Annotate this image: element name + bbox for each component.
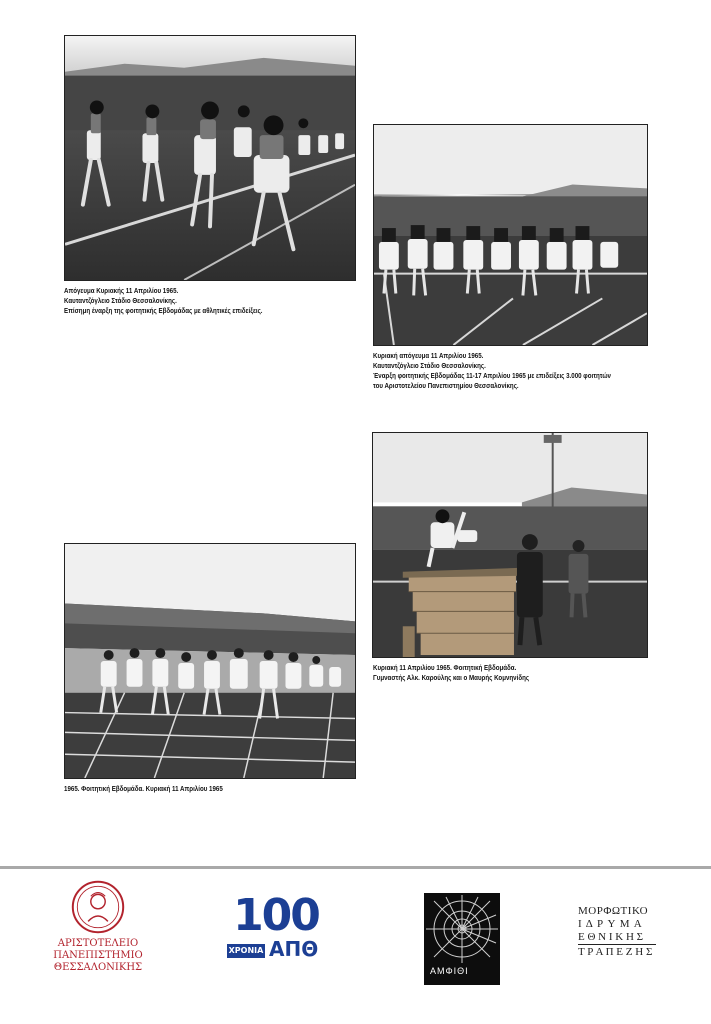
caption-line: Γυμναστής Αλκ. Καρούλης και ο Μαυρής Κομνηνίδης (373, 673, 530, 682)
miet-logo (578, 905, 660, 961)
centenary-acronym: ΑΠΘ (269, 937, 319, 961)
caption-line: 1965. Φοιτητική Εβδομάδα. Κυριακή 11 Απριλίου 1965 (64, 784, 223, 793)
caption-line: Απόγευμα Κυριακής 11 Απριλίου 1965. (64, 286, 179, 295)
centenary-years: ΧΡΟΝΙΑ (227, 944, 265, 958)
miet-line: Ι Δ Ρ Υ Μ Α (578, 918, 643, 930)
photo-women-parade (64, 35, 356, 281)
miet-line: Ε Θ Ν Ι Κ Η Σ (578, 931, 644, 943)
photo-4-caption (64, 784, 223, 794)
photo-1-caption (64, 286, 263, 316)
caption-line: Έναρξη φοιτητικής Εβδομάδας 11-17 Απριλίου 1965 με επιδείξεις 3.000 φοιτητών (373, 371, 611, 380)
caption-line: Κυριακή 11 Απριλίου 1965. Φοιτητική Εβδομάδα. (373, 663, 517, 672)
nautilus-shell-icon (424, 893, 500, 965)
caption-line: του Αριστοτελείου Πανεπιστημίου Θεσσαλονίκης. (373, 381, 519, 390)
auth-logo-line: ΠΑΝΕΠΙΣΤΗΜΙΟ (53, 950, 143, 961)
amfitheo-logo (424, 893, 500, 985)
amfitheo-label: ΑΜΦΙΘΙ (430, 966, 469, 976)
caption-line: Κυριακή απόγευμα 11 Απριλίου 1965. (373, 351, 484, 360)
auth-logo-line: ΘΕΣΣΑΛΟΝΙΚΗΣ (53, 962, 143, 973)
photo-evzones-march (373, 124, 648, 346)
miet-line: Τ Ρ Α Π Ε Ζ Η Σ (578, 944, 656, 959)
centenary-logo (225, 890, 327, 964)
auth-logo-line: ΑΡΙΣΤΟΤΕΛΕΙΟ (57, 938, 139, 949)
auth-logo (52, 880, 144, 990)
photo-gymnast-vault (372, 432, 648, 658)
caption-line: Επίσημη έναρξη της φοιτητικής Εβδομάδας με αθλητικές επιδείξεις. (64, 306, 263, 315)
photo-men-march (64, 543, 356, 779)
footer-divider (0, 866, 711, 869)
caption-line: Καυταντζόγλειο Στάδιο Θεσσαλονίκης. (64, 296, 177, 305)
caption-line: Καυταντζόγλειο Στάδιο Θεσσαλονίκης. (373, 361, 486, 370)
photo-3-caption (373, 663, 529, 683)
aristotle-seal-icon (71, 880, 125, 934)
miet-line: ΜΟΡΦΩΤΙΚΟ (578, 905, 649, 917)
centenary-number: 100 (233, 890, 319, 941)
photo-2-caption (373, 351, 611, 391)
